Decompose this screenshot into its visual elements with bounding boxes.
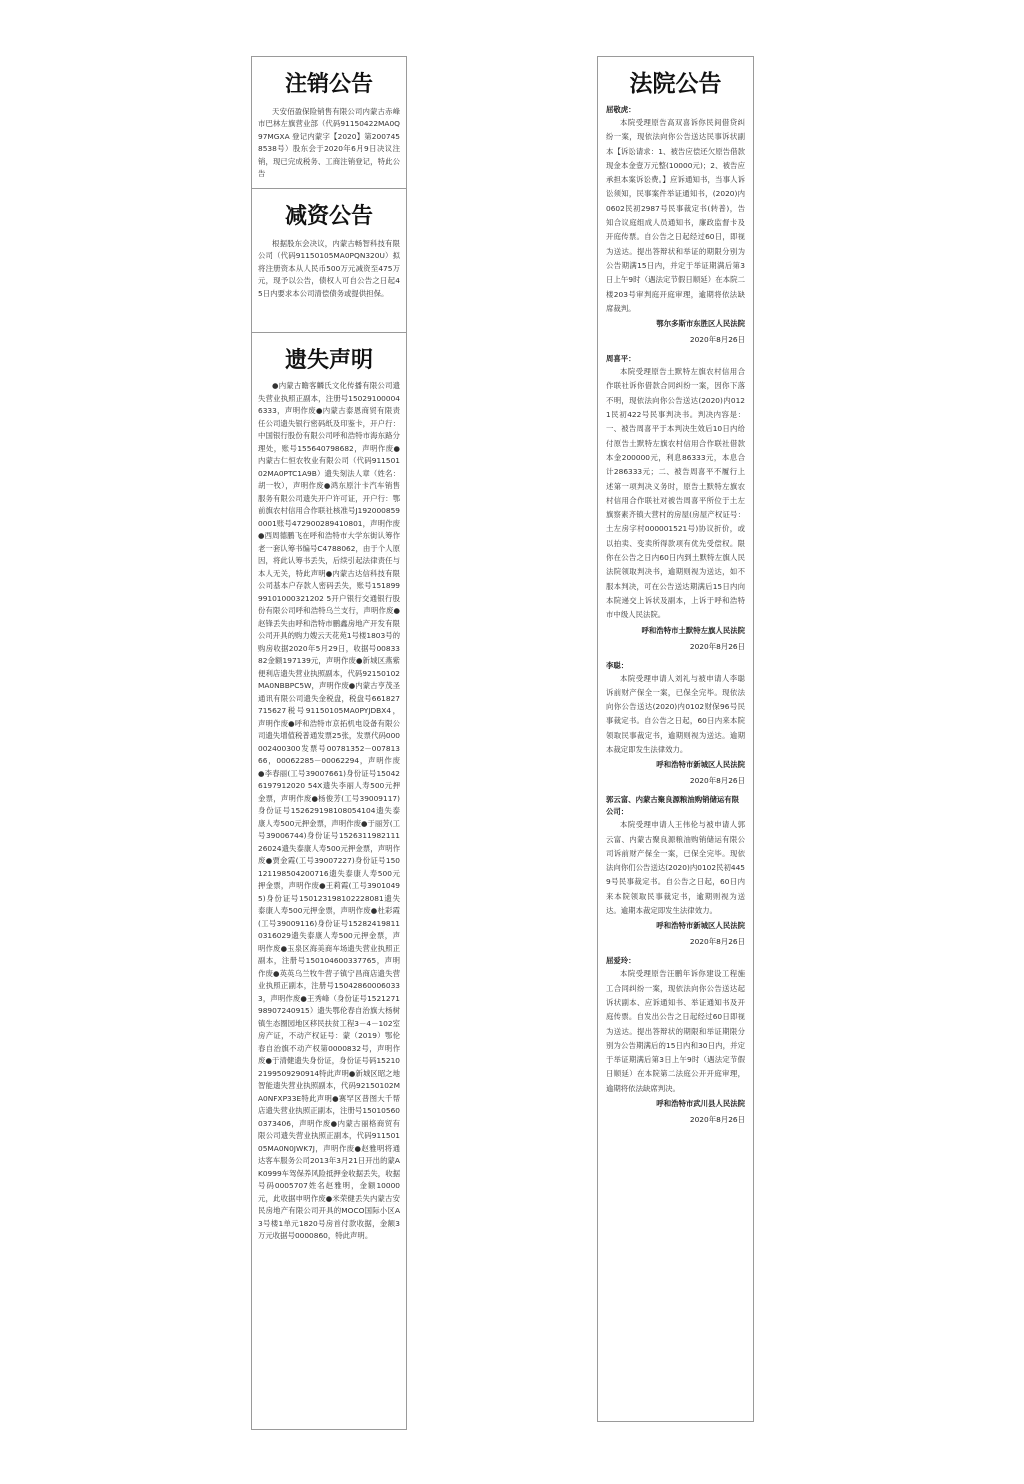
left-notice-column <box>251 56 407 1430</box>
notice-date: 2020年8月26日 <box>689 1115 745 1125</box>
notice-addressee: 屈敬虎： <box>606 105 636 114</box>
notice-body: 本院受理原告汪鹏年诉你建设工程施工合同纠纷一案，现依法向你公告送达起诉状副本、应诉通知书、举证通知书及开庭传票。自发出公告之日起经过60日即视为送达。提出答辩状的期限和举证期限分别为公告期满后的15日内和30日内，并定于举证期满后第3日上午9时（遇法定节假日顺延）在本院第二法庭公开开庭审理，逾期将依法缺席判决。 <box>606 969 745 1093</box>
notice-court: 呼和浩特市新城区人民法院 <box>656 921 745 931</box>
notice-court: 呼和浩特市土默特左旗人民法院 <box>641 625 745 635</box>
capital-reduction-text: 根据股东会决议，内蒙古畅智科技有限公司（代码91150105MA0PQN320U）拟将注册资本从人民币500万元减资至475万元，现予以公告，债权人可自公告之日起45日内要求本公司清偿债务或提供担保。 <box>258 239 400 298</box>
court-notice-item <box>606 955 745 1127</box>
court-notice-item <box>606 660 745 789</box>
notice-court: 呼和浩特市武川县人民法院 <box>656 1099 745 1109</box>
lost-statement-notice <box>252 333 406 1429</box>
notice-court: 呼和浩特市新城区人民法院 <box>656 760 745 770</box>
capital-reduction-heading: 减资公告 <box>284 203 373 229</box>
notice-addressee: 周喜平： <box>606 354 636 364</box>
cancellation-heading: 注销公告 <box>284 71 373 97</box>
court-notice-heading: 法院公告 <box>629 70 722 97</box>
lost-statement-heading: 遗失声明 <box>284 347 373 373</box>
cancellation-text: 天安佰盈保险销售有限公司内蒙古赤峰市巴林左旗营业部（代码91150422MA0Q97MGXA 登记内蒙字【2020】第2007458538号）股东会于2020年6月9日决议注销，现已完成税务、工商注销登记，特此公告 <box>258 107 400 179</box>
notice-date: 2020年8月26日 <box>689 776 745 786</box>
notice-court: 鄂尔多斯市东胜区人民法院 <box>656 319 745 329</box>
notice-addressee: 郭云富、内蒙古聚良源粮油购销储运有限公司： <box>606 795 740 817</box>
notice-addressee: 屈爱玲： <box>606 956 636 966</box>
court-notice-item <box>606 104 745 347</box>
notice-body: 本院受理申请人刘礼与被申请人李聪诉前财产保全一案，已保全完毕。现依法向你公告送达(2020)内0102财保96号民事裁定书。自公告之日起，60日内来本院领取民事裁定书，逾期则视为送达。逾期本裁定即发生法律效力。 <box>606 673 745 754</box>
court-notice-item <box>606 794 745 949</box>
lost-statement-text: ●内蒙古瞻客麟氏文化传播有限公司遗失营业执照正副本，注册号150291000046333，声明作废●内蒙古泰恩商贸有限责任公司遗失银行密码纸及印鉴卡，开户行：中国银行股份有限公司呼和浩特市海东路分理处，账号155640798682，声明作废●内蒙古仁恒农牧业有限公司（代码91150102MA0PTC1A9B）遗失刻法人章（姓名：胡一牧），声明作废●鸿东原汁卡汽车销售服务有限公司遗失开户许可证，开户行：鄂前旗农村信用合作联社核准号J1920008590001账号472900289410801，声明作废●西周德鹏飞在呼和浩特市大学东街认筹作老一套认筹书编号C4788062，由于个人原因，将此认筹书丢失，后续引起法律责任与本人无关，特此声明●内蒙古达信科技有限公司基本户存款人密码丢失，账号15189999101000321202 5开户银行交通银行股份有限公司呼和浩特乌兰支行，声明作废●赵锋丢失由呼和浩特市鹏鑫房地产开发有限公司开具的购力嫂云天花苑1号楼1803号的购房收据2020年5月29日，收据号0083382金额197139元，声明作废●新城区燕紫便利店遗失营业执照副本，代码92150102MA0NBBPC5W，声明作废●内蒙古亨茂圣通讯有限公司遗失金税盘，税盘号661827715627税号91150105MA0PYJDBX4，声明作废●呼和浩特市京拓机电设备有限公司遗失增值税普通发票25张，发票代码000002400300发票号00781352－00781366，00062285－00062294，声明作废●李春丽(工号39007661)身份证号150426197912020 54X遗失李丽人寿500元押金票，声明作废●杨俊芳(工号39009117)身份证号152629198108054104遗失泰康人寿500元押金票，声明作废●于丽芳(工号39006744)身份证号152631198211126024遗失泰康人寿500元押金票，声明作废●贾金霞(工号39007227)身份证号150121198504200716遗失泰康人寿500元押金票，声明作废●王莉霞(工号39010495)身份证号150123198102228081遗失泰康人寿500元押金票，声明作废●杜彩霞(工号39009116)身份证号152824198110316029遗失泰康人寿500元押金票，声明作废●玉泉区海美商车场遗失营业执照正副本，注册号150104600337765，声明作废●英英乌兰牧牛营子镇宁昌商店遗失营业执照正副本，注册号150428600060333，声明作废●王秀峰（身份证号152127198907240915）遗失鄂伦春自治旗大杨树镇生态圈园地区移民扶贫工程3－4－102室房产证，不动产权证号：蒙（2019）鄂伦春自治旗不动产权第0000832号，声明作废●于清健遗失身份证，身份证号码152102199509290914特此声明●新城区昭之地智能遗失营业执照副本，代码92150102MA0NFXP33E特此声明●赛罕区普图大千帮店遗失营业执照正副本，注册号150105600373406，声明作废●内蒙古丽格商贸有限公司遗失营业执照正副本，代码91150105MA0N0JWK7J，声明作废●赵雅明将通达客车服务公司2013年3月21日开出的蒙AK0999车驾保养风险抵押金收据丢失，收据号码0005707姓名赵雅明，金额10000元，此收据申明作废●米荣健丢失内蒙古安民房地产有限公司开具的MOCO国际小区A3号楼1单元1820号房首付款收据，金额3万元收据号0000860，特此声明。 <box>258 381 400 1240</box>
notice-date: 2020年8月26日 <box>689 937 745 947</box>
cancellation-notice <box>252 57 406 189</box>
notice-body: 本院受理原告高双喜诉你民间借贷纠纷一案，现依法向你公告送达民事诉状副本【诉讼请求：1、被告应偿还欠原告借款现金本金壹万元整(10000元)；2、被告应承担本案诉讼费。】应诉通知书，当事人诉讼须知，民事案件举证通知书，(2020)内0602民初2987号民事裁定书(转普)，告知合议庭组成人员通知书，廉政监督卡及开庭传票。自公告之日起经过60日，即视为送达。提出答辩状和举证的期限分别为公告期满15日内，并定于举证期满后第3日上午9时（遇法定节假日顺延）在本院二楼203号审判庭开庭审理，逾期将依法缺席裁判。 <box>606 118 745 313</box>
notice-addressee: 李聪： <box>606 660 629 670</box>
capital-reduction-notice <box>252 189 406 333</box>
notice-date: 2020年8月26日 <box>689 641 745 651</box>
notice-body: 本院受理申请人王伟伦与被申请人郭云富、内蒙古聚良源粮油购销储运有限公司诉前财产保全一案，已保全完毕。现依法向你们公告送达(2020)内0102民初4459号民事裁定书。自公告之日起，60日内来本院领取民事裁定书，逾期则视为送达。逾期本裁定即发生法律效力。 <box>606 820 745 916</box>
notice-date: 2020年8月26日 <box>689 335 745 345</box>
court-notice-list <box>598 104 753 1127</box>
notice-body: 本院受理原告土默特左旗农村信用合作联社诉你借款合同纠纷一案，因你下落不明，现依法向你公告送达(2020)内0121民初422号民事判决书。判决内容是：一、被告周喜平于本判决生效后10日内给付原告土默特左旗农村信用合作联社借款本金200000元，利息86333元，本息合计286333元；二、被告周喜平不履行上述第一项判决义务时，原告土默特左旗农村信用合作联社对被告周喜平所位于土左旗察素齐镇大营村的房屋(房屋产权证号：土左房字村000001521号)协议折价，或以拍卖、变卖所得款项有优先受偿权。限你在公告之日内60日内到土默特左旗人民法院领取判决书，逾期则视为送达，如不服本判决，可在公告送达期满后15日内向本院递交上诉状及副本，上诉于呼和浩特市中级人民法院。 <box>606 367 745 620</box>
court-notice-column <box>597 56 754 1422</box>
court-notice-item <box>606 353 745 653</box>
